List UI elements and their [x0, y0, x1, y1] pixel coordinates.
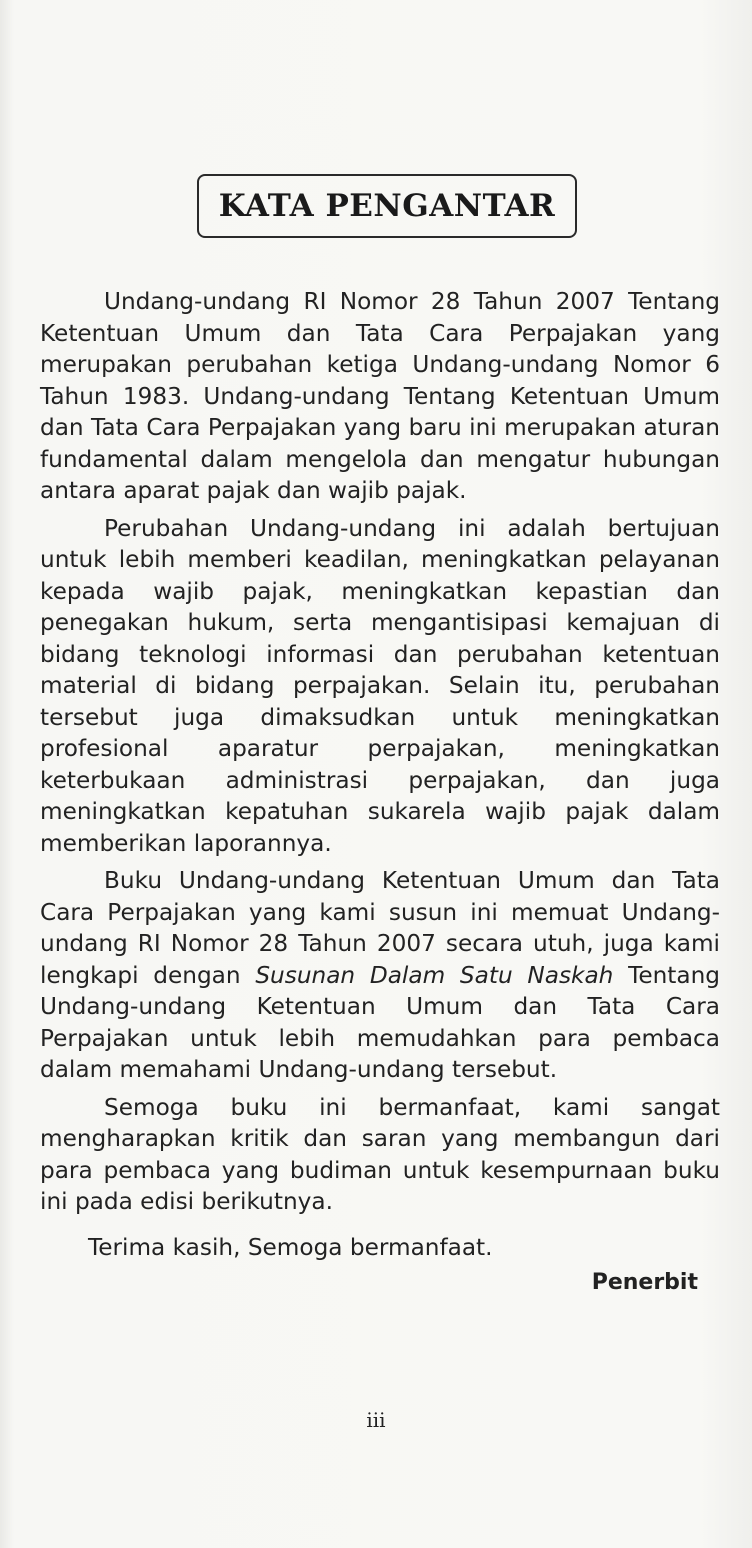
paragraph-3-italic-title: Susunan Dalam Satu Naskah: [255, 961, 614, 989]
signature: Penerbit: [591, 1270, 698, 1295]
paragraph-4: Semoga buku ini bermanfaat, kami sangat mengharapkan kritik dan saran yang membangun dari para pembaca yang budiman untuk kesempurnaan buku ini pada edisi berikutnya.: [40, 1093, 720, 1215]
paragraph-3-text-b: Tentang Undang-undang Ketentuan Umum dan Tata Cara Perpajakan untuk lebih memudahkan para pembaca dalam memahami Undang-undang tersebut.: [40, 961, 721, 1083]
paragraph-3: [40, 865, 720, 1086]
paragraph-2: Perubahan Undang-undang ini adalah bertujuan untuk lebih memberi keadilan, meningkatkan pelayanan kepada wajib pajak, meningkatkan kepastian dan penegakan hukum, serta mengantisipasi kemajuan di bidang teknologi informasi dan perubahan ketentuan material di bidang perpajakan. Selain itu, perubahan tersebut juga dimaksudkan untuk meningkatkan profesional aparatur perpajakan, meningkatkan keterbukaan administrasi perpajakan, dan juga meningkatkan kepatuhan sukarela wajib pajak dalam memberikan laporannya.: [40, 514, 720, 857]
foreword-body: [40, 286, 720, 1299]
page-number: iii: [366, 1408, 386, 1432]
paragraph-3-text-a: Buku Undang-undang Ketentuan Umum dan Tata Cara Perpajakan yang kami susun ini memuat Undang-undang RI Nomor 28 Tahun 2007 secara utuh, juga kami lengkapi dengan: [40, 867, 720, 989]
closing-line: Terima kasih, Semoga bermanfaat.: [88, 1233, 493, 1261]
paragraph-1: Undang-undang RI Nomor 28 Tahun 2007 Tentang Ketentuan Umum dan Tata Cara Perpajakan yang merupakan perubahan ketiga Undang-undang Nomor 6 Tahun 1983. Undang-undang Tentang Ketentuan Umum dan Tata Cara Perpajakan yang baru ini merupakan aturan fundamental dalam mengelola dan mengatur hubungan antara aparat pajak dan wajib pajak.: [40, 288, 720, 504]
page-title: KATA PENGANTAR: [218, 188, 556, 224]
title-box: [197, 174, 577, 238]
